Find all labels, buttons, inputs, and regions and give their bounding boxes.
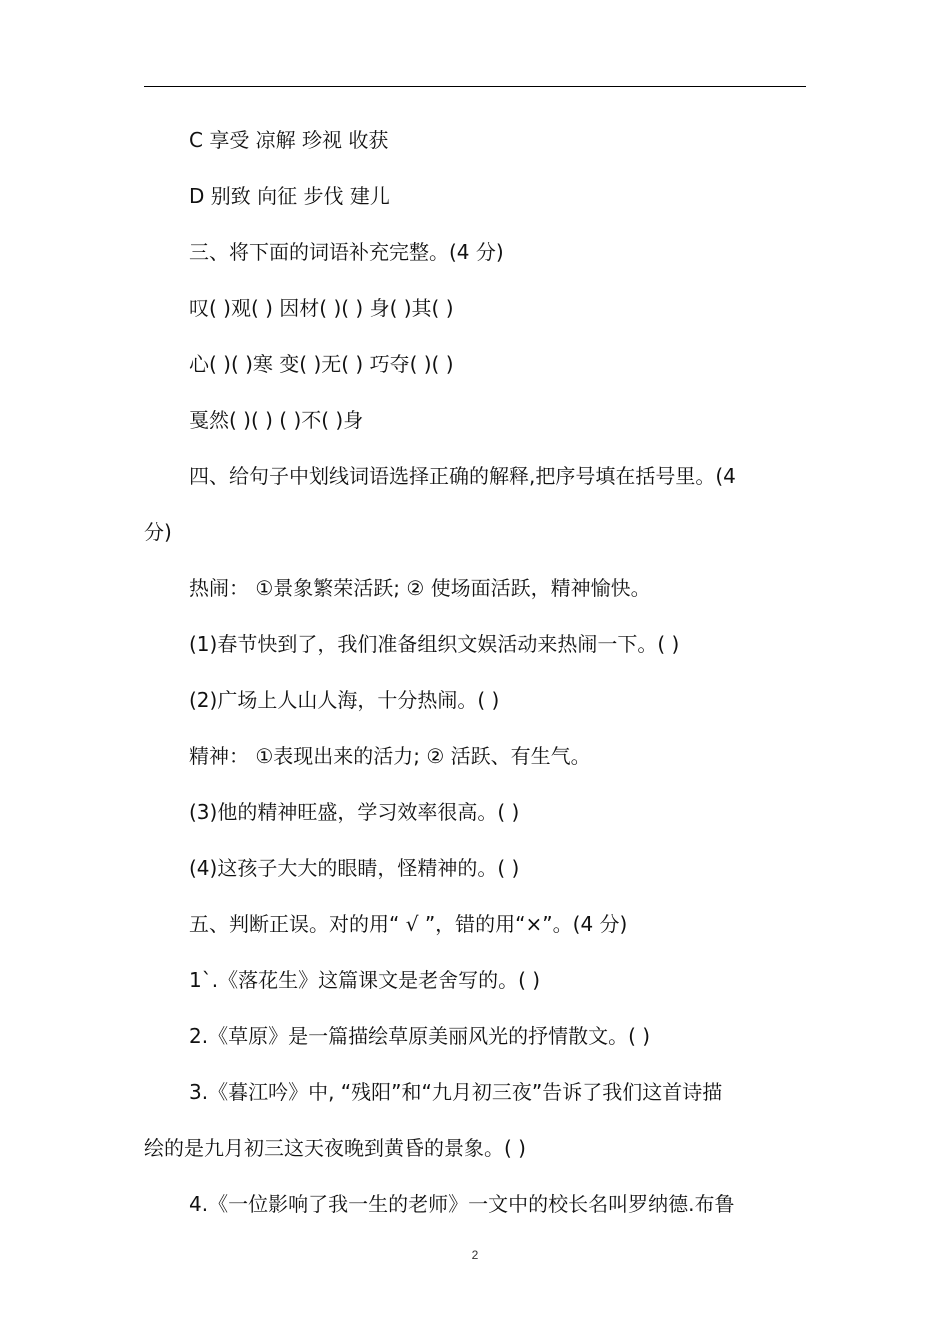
section-four-heading: 四、给句子中划线词语选择正确的解释,把序号填在括号里。(4 — [189, 464, 736, 488]
option-c-line: C 享受 凉解 珍视 收获 — [189, 128, 389, 152]
section-five-heading: 五、判断正误。对的用“ √ ”，错的用“×”。(4 分) — [189, 912, 628, 936]
judgement-3-continued: 绘的是九月初三这天夜晚到黄昏的景象。( ) — [144, 1136, 526, 1160]
idiom-fill-line-2: 心( )( )寒 变( )无( ) 巧夺( )( ) — [189, 352, 454, 376]
document-body — [144, 112, 806, 1232]
page-number: 2 — [471, 1248, 479, 1262]
judgement-1: 1`.《落花生》这篇课文是老舍写的。( ) — [189, 968, 541, 992]
definition-jingshen: 精神： ①表现出来的活力; ② 活跃、有生气。 — [189, 744, 591, 768]
question-1: (1)春节快到了，我们准备组织文娱活动来热闹一下。( ) — [189, 632, 680, 656]
header-rule — [144, 86, 806, 87]
option-d-line: D 别致 向征 步伐 建儿 — [189, 184, 390, 208]
idiom-fill-line-1: 叹( )观( ) 因材( )( ) 身( )其( ) — [189, 296, 454, 320]
question-4: (4)这孩子大大的眼睛，怪精神的。( ) — [189, 856, 520, 880]
definition-renao: 热闹： ①景象繁荣活跃; ② 使场面活跃，精神愉快。 — [189, 576, 651, 600]
question-3: (3)他的精神旺盛，学习效率很高。( ) — [189, 800, 520, 824]
judgement-3: 3.《暮江吟》中, “残阳”和“九月初三夜”告诉了我们这首诗描 — [189, 1080, 723, 1104]
section-four-heading-continued: 分) — [144, 520, 172, 544]
question-2: (2)广场上人山人海，十分热闹。( ) — [189, 688, 500, 712]
judgement-4: 4.《一位影响了我一生的老师》一文中的校长名叫罗纳德.布鲁 — [189, 1192, 735, 1216]
section-three-heading: 三、将下面的词语补充完整。(4 分) — [189, 240, 504, 264]
idiom-fill-line-3: 戛然( )( ) ( )不( )身 — [189, 408, 364, 432]
judgement-2: 2.《草原》是一篇描绘草原美丽风光的抒情散文。( ) — [189, 1024, 651, 1048]
